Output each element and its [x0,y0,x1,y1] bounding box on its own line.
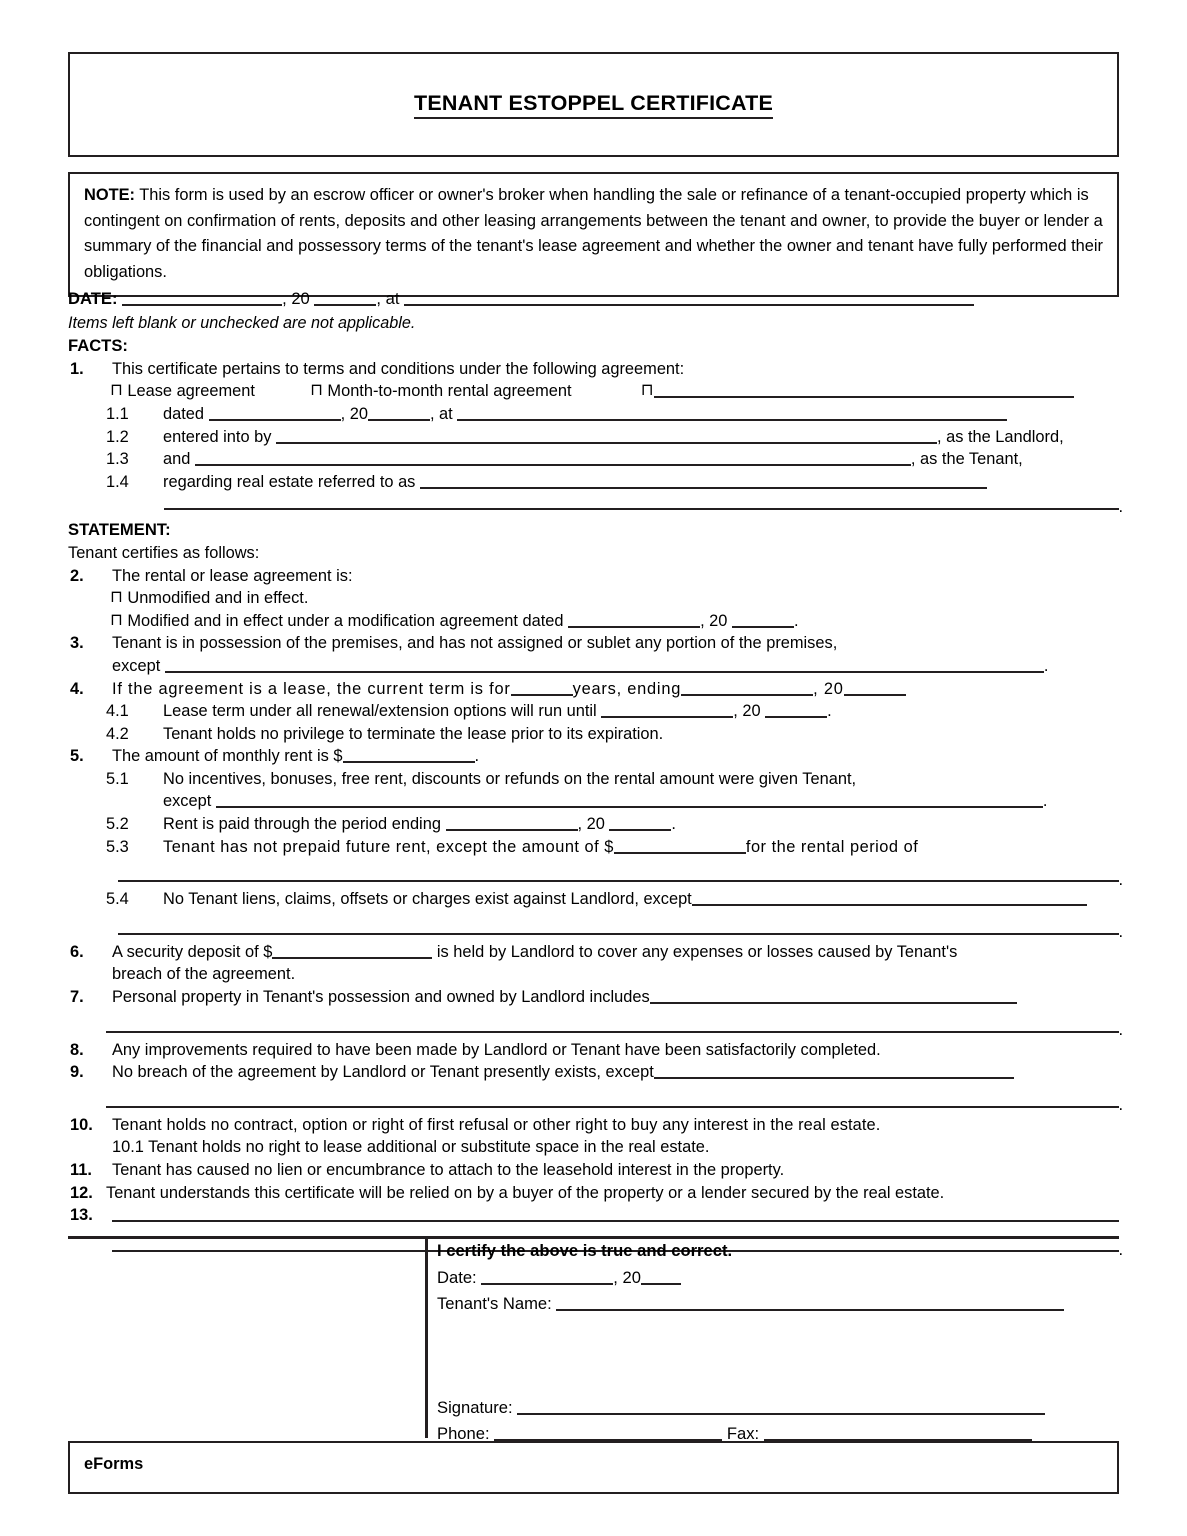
item-number: 7. [70,988,84,1007]
renewal-period: . [827,702,832,721]
facts-item-1-1 [68,403,1119,426]
item-text: Tenant understands this certificate will be relied on by a buyer of the property or a lender secured by the real estate. [106,1183,945,1202]
checkbox-lease-agreement[interactable]: ⊓ [110,381,123,400]
renewal-label: Lease term under all renewal/extension options will run until [163,702,597,721]
tenant-name-field-blank[interactable] [556,1295,1064,1311]
sub-item-number: 1.3 [106,450,129,469]
entered-into-by-label: entered into by [163,427,272,446]
security-deposit-tail: is held by Landlord to cover any expenses or losses caused by Tenant's [432,942,958,961]
sub-item-text [163,813,1119,836]
item9-continuation-rule[interactable]: . [68,1084,1119,1114]
sub-item-number: 4.2 [106,724,129,743]
real-estate-blank[interactable] [420,473,987,489]
item-number: 4. [70,679,84,698]
certify-statement: I certify the above is true and correct. [437,1241,733,1260]
item-number: 9. [70,1063,84,1082]
facts-heading: FACTS: [68,336,128,356]
date-at-label: , at [376,289,400,308]
fax-field-blank[interactable] [764,1425,1032,1441]
except-label: except [112,656,161,675]
sub-item-text [163,700,1119,723]
statement-item-11 [68,1159,1119,1182]
real-estate-label: regarding real estate referred to as [163,472,416,491]
rent-paid-period: . [671,815,676,834]
sub-item-text [163,448,1119,471]
renewal-year-blank[interactable] [765,702,827,718]
date-line [68,288,1119,311]
item7-continuation-rule[interactable]: . [68,1009,1119,1039]
date-year-blank[interactable] [314,290,376,306]
item-number: 5. [70,747,84,766]
date-location-blank[interactable] [404,290,974,306]
sub-item-text [163,403,1119,426]
note-text: This form is used by an escrow officer or owner's broker when handling the sale or refinance of a tenant-occupied property which is contingent on confirmation of rents, deposits and other leasing arrangements between the tenant and owner, to provide the buyer or lender a summary of the financial and possessory terms of the tenant's lease agreement and whether the owner and tenant have fully performed their obligations. [84,186,1104,281]
lease-term-label-a: If the agreement is a lease, the current term is for [112,679,511,698]
sub-item-text [163,888,1119,911]
item-text [112,941,1119,964]
modification-date-blank[interactable] [568,612,700,628]
tenant-certifies-text: Tenant certifies as follows: [68,543,260,562]
lease-ending-blank[interactable] [681,680,813,696]
agreement-year-prefix: , 20 [340,404,368,423]
label-unmodified: Unmodified and in effect. [127,589,309,608]
item5-3-continuation-rule[interactable]: . [68,858,1119,888]
tenant-name-label: Tenant's Name: [437,1294,552,1313]
statement-item-5-1-except [68,790,1119,813]
item-text: Any improvements required to have been made by Landlord or Tenant have been satisfactorily completed. [112,1040,881,1059]
renewal-year-prefix: , 20 [733,702,761,721]
personal-property-label: Personal property in Tenant's possession and owned by Landlord includes [112,988,650,1007]
phone-label: Phone: [437,1424,490,1443]
phone-field-blank[interactable] [494,1425,722,1441]
statement-item-10 [68,1114,1119,1137]
security-deposit-label: A security deposit of $ [112,942,273,961]
item-text [112,678,1119,701]
fax-label: Fax: [726,1424,760,1443]
statement-heading: STATEMENT: [68,520,171,540]
signature-vertical-divider [425,1238,428,1438]
item-number: 13. [70,1206,93,1225]
rent-paid-year-blank[interactable] [609,815,671,831]
label-month-to-month: Month-to-month rental agreement [327,382,572,401]
signature-date-row [437,1265,1109,1291]
lease-term-label-b: years, ending [572,679,682,698]
landlord-tail-label: , as the Landlord, [937,427,1064,446]
sub-item-text: No incentives, bonuses, free rent, discounts or refunds on the rental amount were given Tenant, [163,769,857,788]
eforms-brand-label: eForms [84,1455,144,1473]
renewal-until-blank[interactable] [601,702,733,718]
statement-item-7 [68,986,1119,1009]
monthly-rent-blank[interactable] [343,747,475,763]
page-title: TENANT ESTOPPEL CERTIFICATE [70,91,1117,116]
signature-row [437,1395,1109,1421]
modification-period: . [793,611,799,630]
facts-item-1-3 [68,448,1119,471]
prepaid-rent-amount-blank[interactable] [614,838,746,854]
footer-box [68,1441,1119,1494]
item5-1-except-blank[interactable] [216,792,1043,808]
statement-item-3-except [68,655,1119,678]
item9-except-blank[interactable] [654,1063,1014,1079]
statement-item-9 [68,1061,1119,1084]
sub-item-number: 5.4 [106,890,129,909]
checkbox-other-agreement[interactable]: ⊓ [640,381,654,400]
item-text: Tenant has caused no lien or encumbrance to attach to the leasehold interest in the property. [112,1161,785,1179]
agreement-at-label: , at [429,404,453,423]
statement-item-13 [68,1204,1119,1228]
statement-item-5-4 [68,888,1119,911]
item-text [112,986,1119,1009]
monthly-rent-period: . [474,747,480,766]
tenant-name-row [437,1291,1109,1317]
item-number: 10. [70,1115,93,1134]
item-text: This certificate pertains to terms and conditions under the following agreement: [112,359,685,378]
label-modified: Modified and in effect under a modification agreement dated [127,611,564,630]
checkbox-modified[interactable]: ⊓ [110,610,123,629]
item-text [112,1061,1119,1084]
statement-item-6 [68,941,1119,964]
sub-item-number: 1.1 [106,404,129,423]
personal-property-blank[interactable] [650,988,1017,1004]
item-number: 6. [70,942,84,961]
statement-item-10-1 [68,1136,1119,1159]
item-number: 8. [70,1040,84,1059]
item-number: 3. [70,634,84,653]
item-text: The rental or lease agreement is: [112,566,353,585]
item5-4-continuation-rule[interactable]: . [68,911,1119,941]
statement-item-12 [68,1182,1119,1205]
statement-item-8 [68,1039,1119,1062]
except-label: except [163,792,212,811]
statement-item-4-1 [68,700,1119,723]
item-number: 11. [70,1161,92,1179]
tenant-name-blank[interactable] [195,450,911,466]
rent-paid-year-prefix: , 20 [577,815,605,834]
statement-item-5-3 [68,836,1119,859]
statement-item-2 [68,565,1119,588]
item13-rule-1[interactable] [112,1204,1119,1228]
rent-paid-through-label: Rent is paid through the period ending [163,815,441,834]
sub-item-number: 4.1 [106,702,129,721]
title-box [68,52,1119,157]
item-number: 12. [70,1183,93,1202]
checkbox-month-to-month[interactable]: ⊓ [310,381,323,400]
statement-item-6-continued [68,963,1119,986]
item-text: Tenant holds no contract, option or right of first refusal or other right to buy any interest in the real estate. [112,1115,881,1134]
modification-year-blank[interactable] [732,612,794,628]
note-label: NOTE: [84,186,135,204]
lease-ending-year-blank[interactable] [844,680,906,696]
signature-block [68,1238,1119,1443]
facts-item-1-4 [68,471,1119,494]
rent-paid-through-blank[interactable] [446,815,578,831]
item3-period: . [1043,656,1049,675]
sub-item-number: 5.3 [106,837,129,856]
agreement-modified-option [68,610,1119,633]
date-label: DATE: [68,289,118,308]
form-body [68,288,1123,1259]
statement-item-5-2 [68,813,1119,836]
signature-label: Signature: [437,1398,513,1417]
item13-rule-2[interactable]: . [68,1228,1119,1258]
agreement-date-blank[interactable] [209,405,341,421]
sub-item-text [163,426,1119,449]
sub-item-number: 1.4 [106,472,129,491]
note-paragraph [84,183,1105,285]
item-number: 1. [70,359,84,378]
applicability-note: Items left blank or unchecked are not applicable. [68,313,416,332]
item-number: 2. [70,566,84,585]
prepaid-rent-label-a: Tenant has not prepaid future rent, except the amount of $ [163,837,614,856]
sub-item-text [163,836,1119,859]
dated-label: dated [163,404,205,423]
signature-date-label: Date: [437,1268,477,1287]
signature-date-year-prefix: , 20 [613,1268,641,1287]
monthly-rent-label: The amount of monthly rent is $ [112,747,343,766]
statement-item-5-1 [68,768,1119,791]
signature-date-blank[interactable] [481,1269,613,1285]
other-agreement-blank[interactable] [654,382,1074,398]
prepaid-rent-label-b: for the rental period of [745,837,919,856]
signature-field-blank[interactable] [517,1399,1045,1415]
security-deposit-blank[interactable] [272,943,432,959]
facts-item-1 [68,358,1119,381]
tenant-liens-label: No Tenant liens, claims, offsets or charges exist against Landlord, except [163,890,692,909]
signature-date-year-blank[interactable] [641,1269,681,1285]
item-text: Tenant is in possession of the premises, and has not assigned or sublet any portion of the premises, [112,634,838,653]
sub-item-number: 1.2 [106,427,129,446]
date-year-prefix: , 20 [282,289,310,308]
item-text: 10.1 Tenant holds no right to lease additional or substitute space in the real estate. [112,1138,710,1157]
statement-item-3 [68,632,1119,655]
statement-item-5 [68,745,1119,768]
item5-1-period: . [1042,792,1048,811]
agreement-type-options [68,380,1119,403]
agreement-location-blank[interactable] [457,405,1007,421]
checkbox-unmodified[interactable]: ⊓ [110,588,123,607]
item3-except-blank[interactable] [165,657,1044,673]
and-label: and [163,450,191,469]
note-box [68,172,1119,297]
signature-spacer [437,1317,1109,1395]
item5-4-except-blank[interactable] [692,890,1087,906]
sub-item-text [163,471,1119,494]
facts-item-1-2 [68,426,1119,449]
lease-years-blank[interactable] [511,680,573,696]
landlord-name-blank[interactable] [276,428,937,444]
signature-fields [437,1238,1109,1447]
sub-item-text: Tenant holds no privilege to terminate the lease prior to its expiration. [163,724,664,743]
no-breach-label: No breach of the agreement by Landlord or Tenant presently exists, except [112,1063,654,1082]
modification-year-prefix: , 20 [700,611,728,630]
label-lease-agreement: Lease agreement [127,382,255,401]
date-blank[interactable] [122,290,282,306]
item-text [112,745,1119,768]
tenant-tail-label: , as the Tenant, [910,450,1023,469]
lease-year-prefix: , 20 [813,679,844,698]
statement-item-4 [68,678,1119,701]
item-text: breach of the agreement. [112,965,296,984]
real-estate-continuation-rule[interactable]: . [68,493,1119,515]
statement-item-4-2 [68,723,1119,746]
agreement-unmodified-option [68,587,1119,610]
sub-item-number: 5.2 [106,815,129,834]
agreement-year-blank[interactable] [368,405,430,421]
sub-item-number: 5.1 [106,769,129,788]
